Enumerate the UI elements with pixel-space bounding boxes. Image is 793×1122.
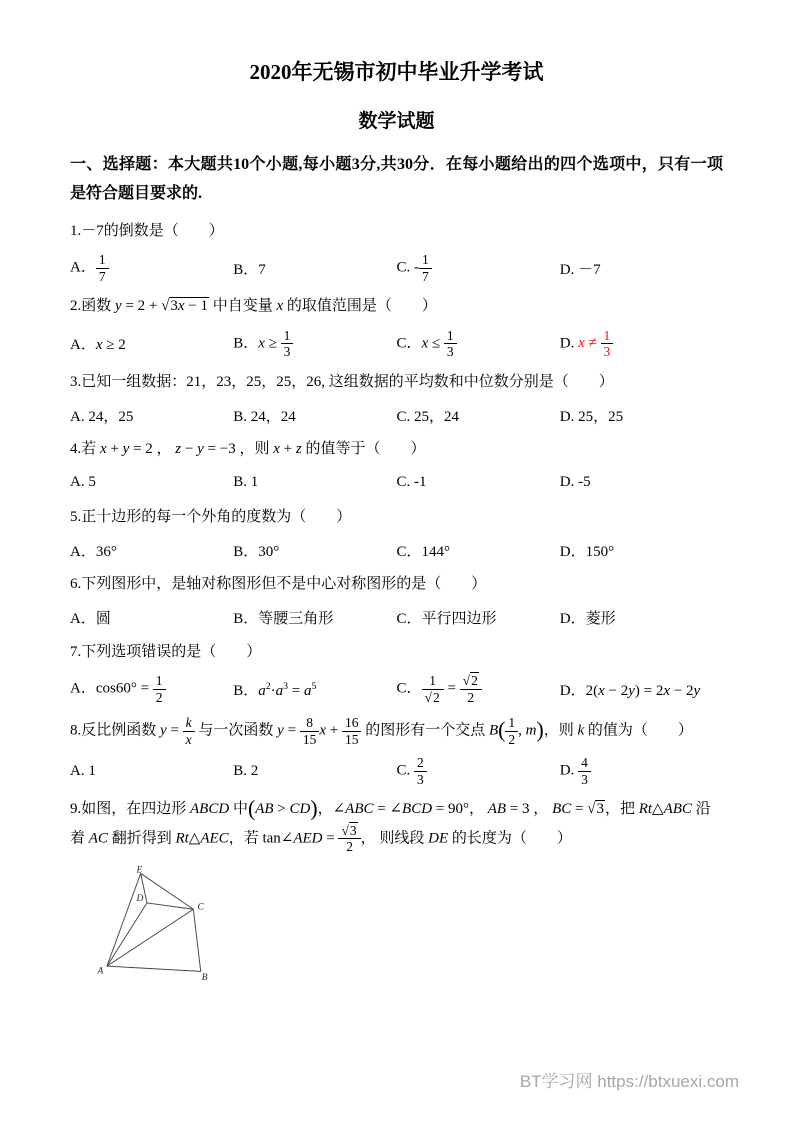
- question-4-stem: 4.若 x + y = 2 ， z − y = −3 ，则 x + z 的值等于（ ）: [70, 441, 426, 458]
- question-4-option-c: C. -1: [396, 474, 427, 491]
- question-7-option-b: B．$a^2\cdot a^3 = a^5$: [233, 680, 317, 699]
- question-5-options: [70, 538, 723, 562]
- question-3: [70, 370, 723, 428]
- question-1-option-b: B．7: [233, 261, 266, 278]
- question-8-option-b: B. 2: [233, 762, 259, 779]
- question-6-stem: 6.下列图形中，是轴对称图形但不是中心对称图形的是（ ）: [70, 576, 487, 593]
- question-7-option-a: A．cos60° = $\frac{1}{2}$: [70, 673, 233, 705]
- question-1-option-a: A． $\frac{1}{7}$: [70, 252, 233, 284]
- question-1: [70, 219, 723, 285]
- question-3-option-b: B. 24，24: [233, 408, 296, 425]
- figure-label-b: B: [201, 972, 208, 983]
- question-6-option-b: B．等腰三角形: [233, 611, 334, 628]
- question-4: [70, 437, 723, 495]
- question-8-stem: 8.反比例函数 y = $\frac{k}{x}$ 与一次函数 y = $\frac{8}{15}$ x + $\frac{16}{15}$ 的图形有一个交点 B( $\frac{1}{2}$ , m)，则 k 的值为（ ）: [70, 715, 693, 747]
- figure-label-a: A: [97, 966, 104, 977]
- question-9-figure: [82, 865, 723, 988]
- question-8-option-d: D. $\frac{4}{3}$: [560, 755, 723, 787]
- question-6: [70, 572, 723, 630]
- question-5-option-b: B．30°: [233, 543, 280, 560]
- question-1-option-c: C. - $\frac{1}{7}$: [397, 252, 560, 284]
- question-6-option-d: D．菱形: [559, 611, 616, 628]
- question-8: [70, 715, 723, 787]
- footer-credit: [520, 1067, 739, 1092]
- footer-link[interactable]: BT学习网 https://btxuexi.com: [519, 1072, 739, 1091]
- question-3-stem: 3.已知一组数据：21，23，25，25，26, 这组数据的平均数和中位数分别是（ ）: [70, 373, 614, 390]
- question-7: [70, 640, 723, 706]
- question-8-option-a: A. 1: [70, 762, 96, 779]
- question-6-options: [70, 606, 723, 630]
- question-2-option-b: B．x ≥ $\frac{1}{3}$: [233, 328, 396, 360]
- question-9: [70, 797, 723, 988]
- figure-label-c: C: [197, 902, 204, 913]
- question-7-option-c: C． $\frac{1}{√2}$ = $\frac{√2}{2}$: [397, 673, 560, 705]
- question-2-option-d: D. x ≠ $\frac{1}{3}$: [560, 328, 723, 360]
- question-3-option-a: A. 24，25: [70, 408, 134, 425]
- question-5: [70, 505, 723, 563]
- question-9-stem: 9.如图，在四边形 ABCD 中(AB > CD)，∠ABC = ∠BCD = 90°， AB = 3 ， BC = √3，把 Rt△ABC 沿着 AC 翻折得到 Rt△AEC，若 tan∠AED = $\frac{√3}{2}$ ， 则线段 DE 的长度为（ ）: [70, 796, 711, 855]
- question-3-option-c: C. 25，24: [396, 408, 460, 425]
- question-2-options: [70, 328, 723, 360]
- page-subtitle: 数学试题: [358, 111, 435, 132]
- question-2: [70, 294, 723, 360]
- question-1-option-d: D. －7: [559, 261, 601, 278]
- question-1-options: [70, 252, 723, 284]
- question-7-options: [70, 673, 723, 705]
- question-3-options: [70, 403, 723, 427]
- question-2-option-a: A．x ≥ 2: [70, 337, 126, 354]
- question-5-option-d: D．150°: [559, 543, 615, 560]
- question-2-stem: 2.函数 y = 2 + √3x − 1 中自变量 x 的取值范围是（ ）: [70, 298, 437, 315]
- figure-lines: [107, 873, 201, 971]
- question-8-options: [70, 755, 723, 787]
- question-4-option-a: A. 5: [70, 474, 96, 491]
- question-2-option-c: C．x ≤ $\frac{1}{3}$: [397, 328, 560, 360]
- question-6-option-a: A．圆: [70, 611, 111, 628]
- question-5-option-c: C．144°: [396, 543, 451, 560]
- figure-label-e: E: [136, 865, 143, 876]
- question-7-stem: 7.下列选项错误的是（ ）: [70, 643, 262, 660]
- question-6-option-c: C．平行四边形: [396, 611, 497, 628]
- question-3-option-d: D. 25，25: [559, 408, 624, 425]
- question-8-option-c: C. $\frac{2}{3}$: [397, 755, 560, 787]
- question-1-stem: 1.－7的倒数是（ ）: [70, 222, 224, 239]
- geometry-figure-svg: [82, 865, 232, 983]
- question-4-option-b: B. 1: [233, 474, 259, 491]
- question-4-option-d: D. -5: [559, 474, 591, 491]
- section-header: 一、选择题：本大题共10个小题,每小题3分,共30分．在每小题给出的四个选项中，只有一项是符合题目要求的.: [70, 156, 723, 202]
- question-7-option-d: D．2(x − 2y) = 2x − 2y: [559, 682, 701, 699]
- question-5-stem: 5.正十边形的每一个外角的度数为（ ）: [70, 508, 352, 525]
- page-title: 2020年无锡市初中毕业升学考试: [249, 60, 544, 84]
- figure-label-d: D: [136, 893, 144, 904]
- question-5-option-a: A．36°: [70, 543, 117, 560]
- question-4-options: [70, 471, 723, 495]
